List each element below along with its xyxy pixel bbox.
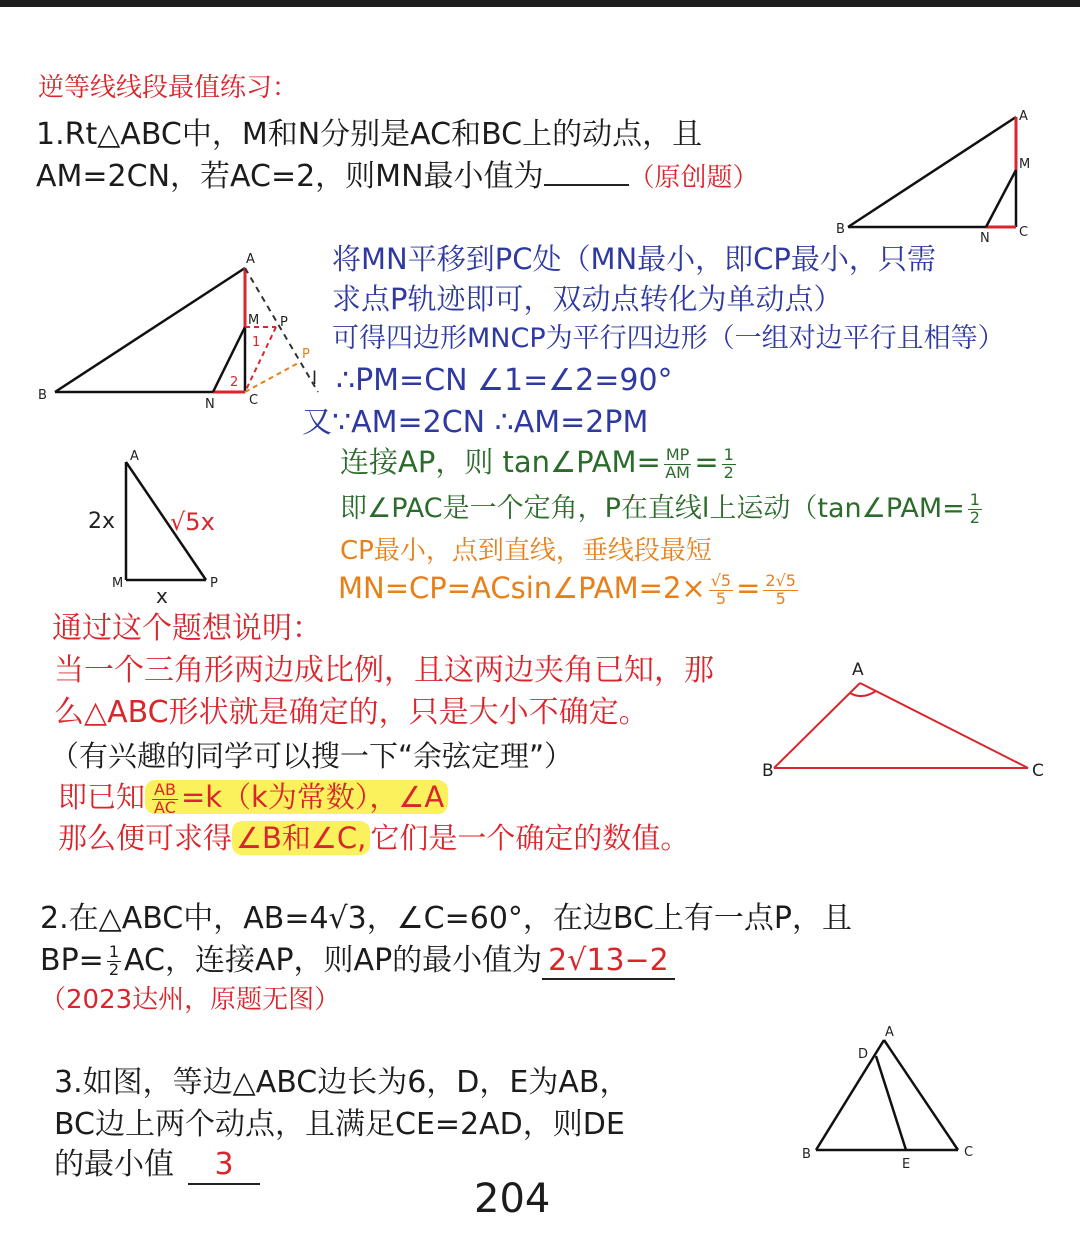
note-known-text: 即已知 [58,780,146,814]
problem1-line2-text: AM=2CN，若AC=2，则MN最小值为 [36,159,544,194]
fig3-label-m: M [112,576,124,591]
fig5-label-e: E [902,1157,911,1172]
problem2-line1: 2.在△ABC中，AB=4√3，∠C=60°，在边BC上有一点P，且 [40,901,852,936]
fig2-angle-1: 1 [252,335,261,350]
fraction-numerator: √5 [710,570,732,590]
fraction-denominator: 2 [723,462,734,482]
fig2-label-m: M [248,313,260,328]
fig5-side-ab [816,1040,884,1150]
fig5-label-c: C [964,1145,974,1160]
fig5-side-ac [884,1040,958,1150]
note-line-3: （有兴趣的同学可以搜一下“余弦定理”） [50,739,574,773]
fig2-label-c: C [249,393,259,408]
fraction-denominator: 2 [969,507,980,527]
note-line-2: 么△ABC形状就是确定的，只是大小不确定。 [54,695,649,730]
solution-line-4: ∴PM=CN ∠1=∠2=90° [336,363,673,398]
note-conclusion-text: 它们是一个确定的数值。 [370,821,690,855]
fig1-label-n: N [980,231,990,246]
equals: = [694,445,719,479]
problem1-tag: （原创题） [628,163,759,193]
fig5-label-a: A [885,1025,894,1040]
solution-line-2: 求点P轨迹即可，双动点转化为单动点） [332,282,843,316]
fraction-numerator: 1 [969,490,980,509]
fraction-denominator: 5 [715,588,726,608]
fraction-numerator: MP [665,444,690,464]
note-highlight-angles: ∠B和∠C, [232,821,370,855]
fig5-segment-de [876,1056,906,1150]
fraction-numerator: 1 [108,942,119,962]
equals: = [736,571,761,605]
fig2-label-p-prime: P [302,347,310,362]
fraction-denominator: 5 [775,588,786,608]
problem2-source: （2023达州，原题无图） [40,985,341,1015]
fraction-numerator: 2√5 [765,570,796,590]
solution-perpendicular-line: CP最小，点到直线，垂线段最短 [340,536,712,566]
problem3-answer: 3 [188,1148,260,1185]
solution-line-5: 又∵AM=2CN ∴AM=2PM [302,405,649,440]
fig2-label-p: P [280,315,288,330]
fig4-label-a: A [852,660,864,680]
fig3-label-sqrt5x: √5x [170,508,215,536]
fig1-label-c: C [1019,225,1029,240]
fraction-denominator: 2 [108,960,119,979]
fig1-label-a: A [1019,109,1028,124]
page-title: 逆等线线段最值练习： [38,73,299,103]
fig4-label-b: B [762,761,774,781]
fig2-angle-2: 2 [230,375,239,390]
note-heading: 通过这个题想说明： [52,611,322,646]
fig3-label-a: A [130,449,139,464]
problem2-answer: 2√13−2 [542,943,675,980]
problem2-bp: BP= [40,943,104,978]
problem3-line1: 3.如图，等边△ABC边长为6，D，E为AB， [54,1065,630,1100]
tan-text: 连接AP，则 tan∠PAM= [340,445,661,479]
fig1-label-m: M [1019,157,1031,172]
fraction-numerator: AB [154,779,176,799]
fig3-label-2x: 2x [88,509,116,534]
fig2-label-a: A [246,252,255,267]
fig5-label-d: D [858,1047,869,1062]
fig2-label-l: l [312,368,318,389]
problem1-line1: 1.Rt△ABC中，M和N分别是AC和BC上的动点，且 [36,117,703,152]
note-highlight-text: =k（k为常数），∠A [180,780,445,814]
problem2-question: AC，连接AP，则AP的最小值为 [124,943,543,978]
fig5-label-b: B [802,1147,811,1162]
fig3-label-x: x [156,584,168,608]
fraction-denominator: AM [665,462,690,482]
fig1-label-b: B [836,222,845,237]
fig4-label-c: C [1032,761,1044,781]
note-then-text: 那么便可求得 [58,821,233,855]
fraction-denominator: AC [154,797,176,817]
fig2-label-b: B [38,388,47,403]
problem3-question: 的最小值 [54,1147,174,1182]
result-text: MN=CP=ACsin∠PAM=2× [338,571,706,605]
note-line-1: 当一个三角形两边成比例，且这两边夹角已知，那 [54,653,714,688]
fixed-angle-text: 即∠PAC是一个定角，P在直线l上运动（tan∠PAM= [340,492,965,524]
solution-line-1: 将MN平移到PC处（MN最小，即CP最小，只需 [332,242,936,276]
fig3-label-p: P [210,576,218,591]
page-number: 204 [474,1176,551,1222]
fig2-label-n: N [205,397,215,412]
solution-line-3: 可得四边形MNCP为平行四边形（一组对边平行且相等） [332,323,1005,354]
problem3-line2: BC边上两个动点，且满足CE=2AD，则DE [54,1107,625,1142]
fraction-numerator: 1 [723,444,734,464]
